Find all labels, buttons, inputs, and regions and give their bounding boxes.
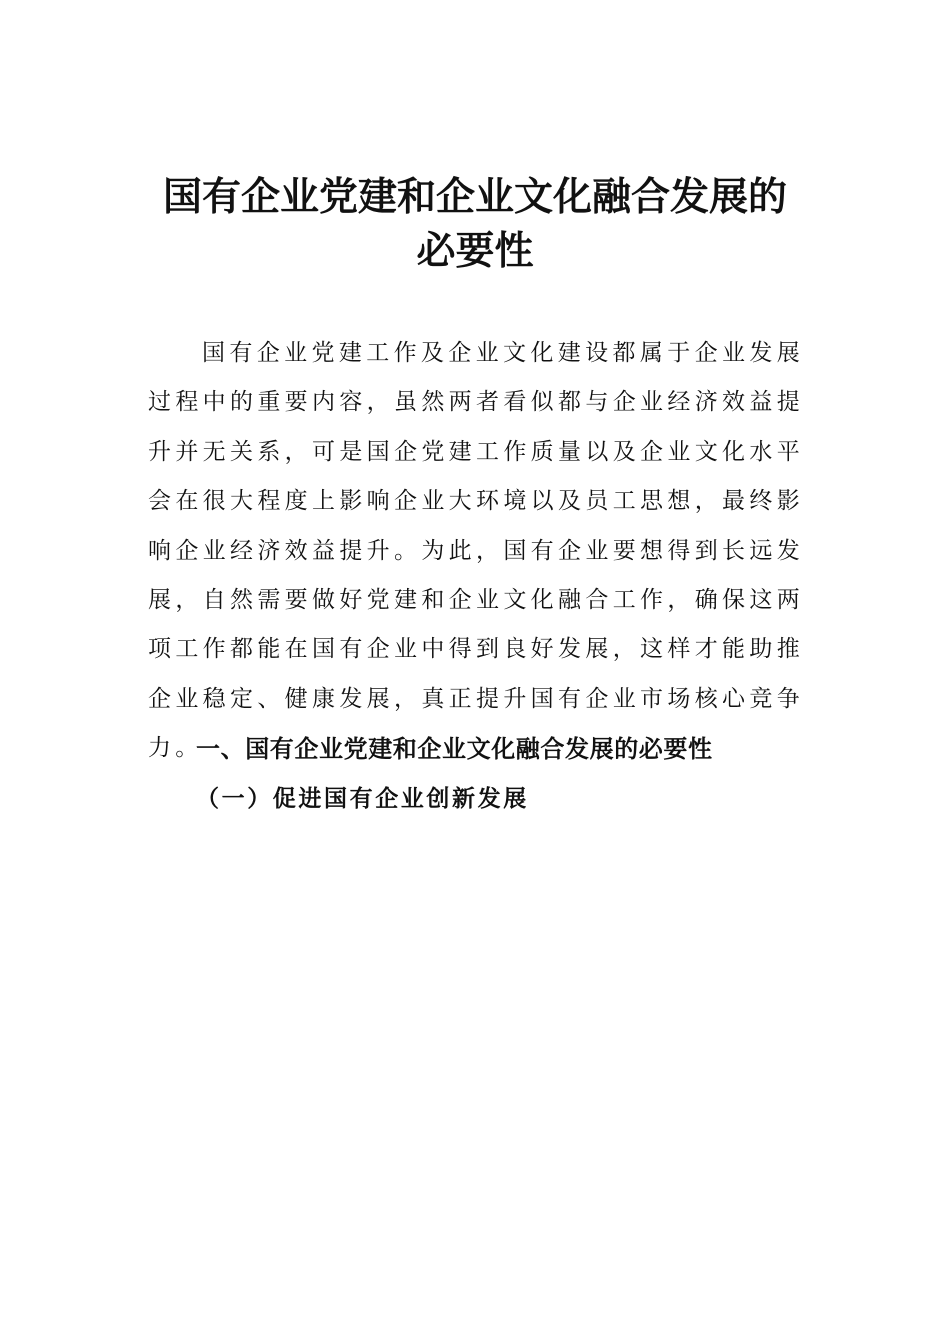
document-title: 国有企业党建和企业文化融合发展的必要性	[162, 174, 787, 274]
section-heading: 一、国有企业党建和企业文化融合发展的必要性	[196, 735, 713, 763]
intro-paragraph: 国有企业党建工作及企业文化建设都属于企业发展过程中的重要内容，虽然两者看似都与企业经济效益提升并无关系，可是国企党建工作质量以及企业文化水平会在很大程度上影响企业大环境以及员工思想，最终影响企业经济效益提升。为此，国有企业要想得到长远发展，自然需要做好党建和企业文化融合工作，确保这两项工作都能在国有企业中得到良好发展，这样才能助推企业稳定、健康发展，真正提升国有企业市场核心竞争力。	[148, 340, 804, 762]
subsection-heading: （一）促进国有企业创新发展	[196, 785, 529, 812]
